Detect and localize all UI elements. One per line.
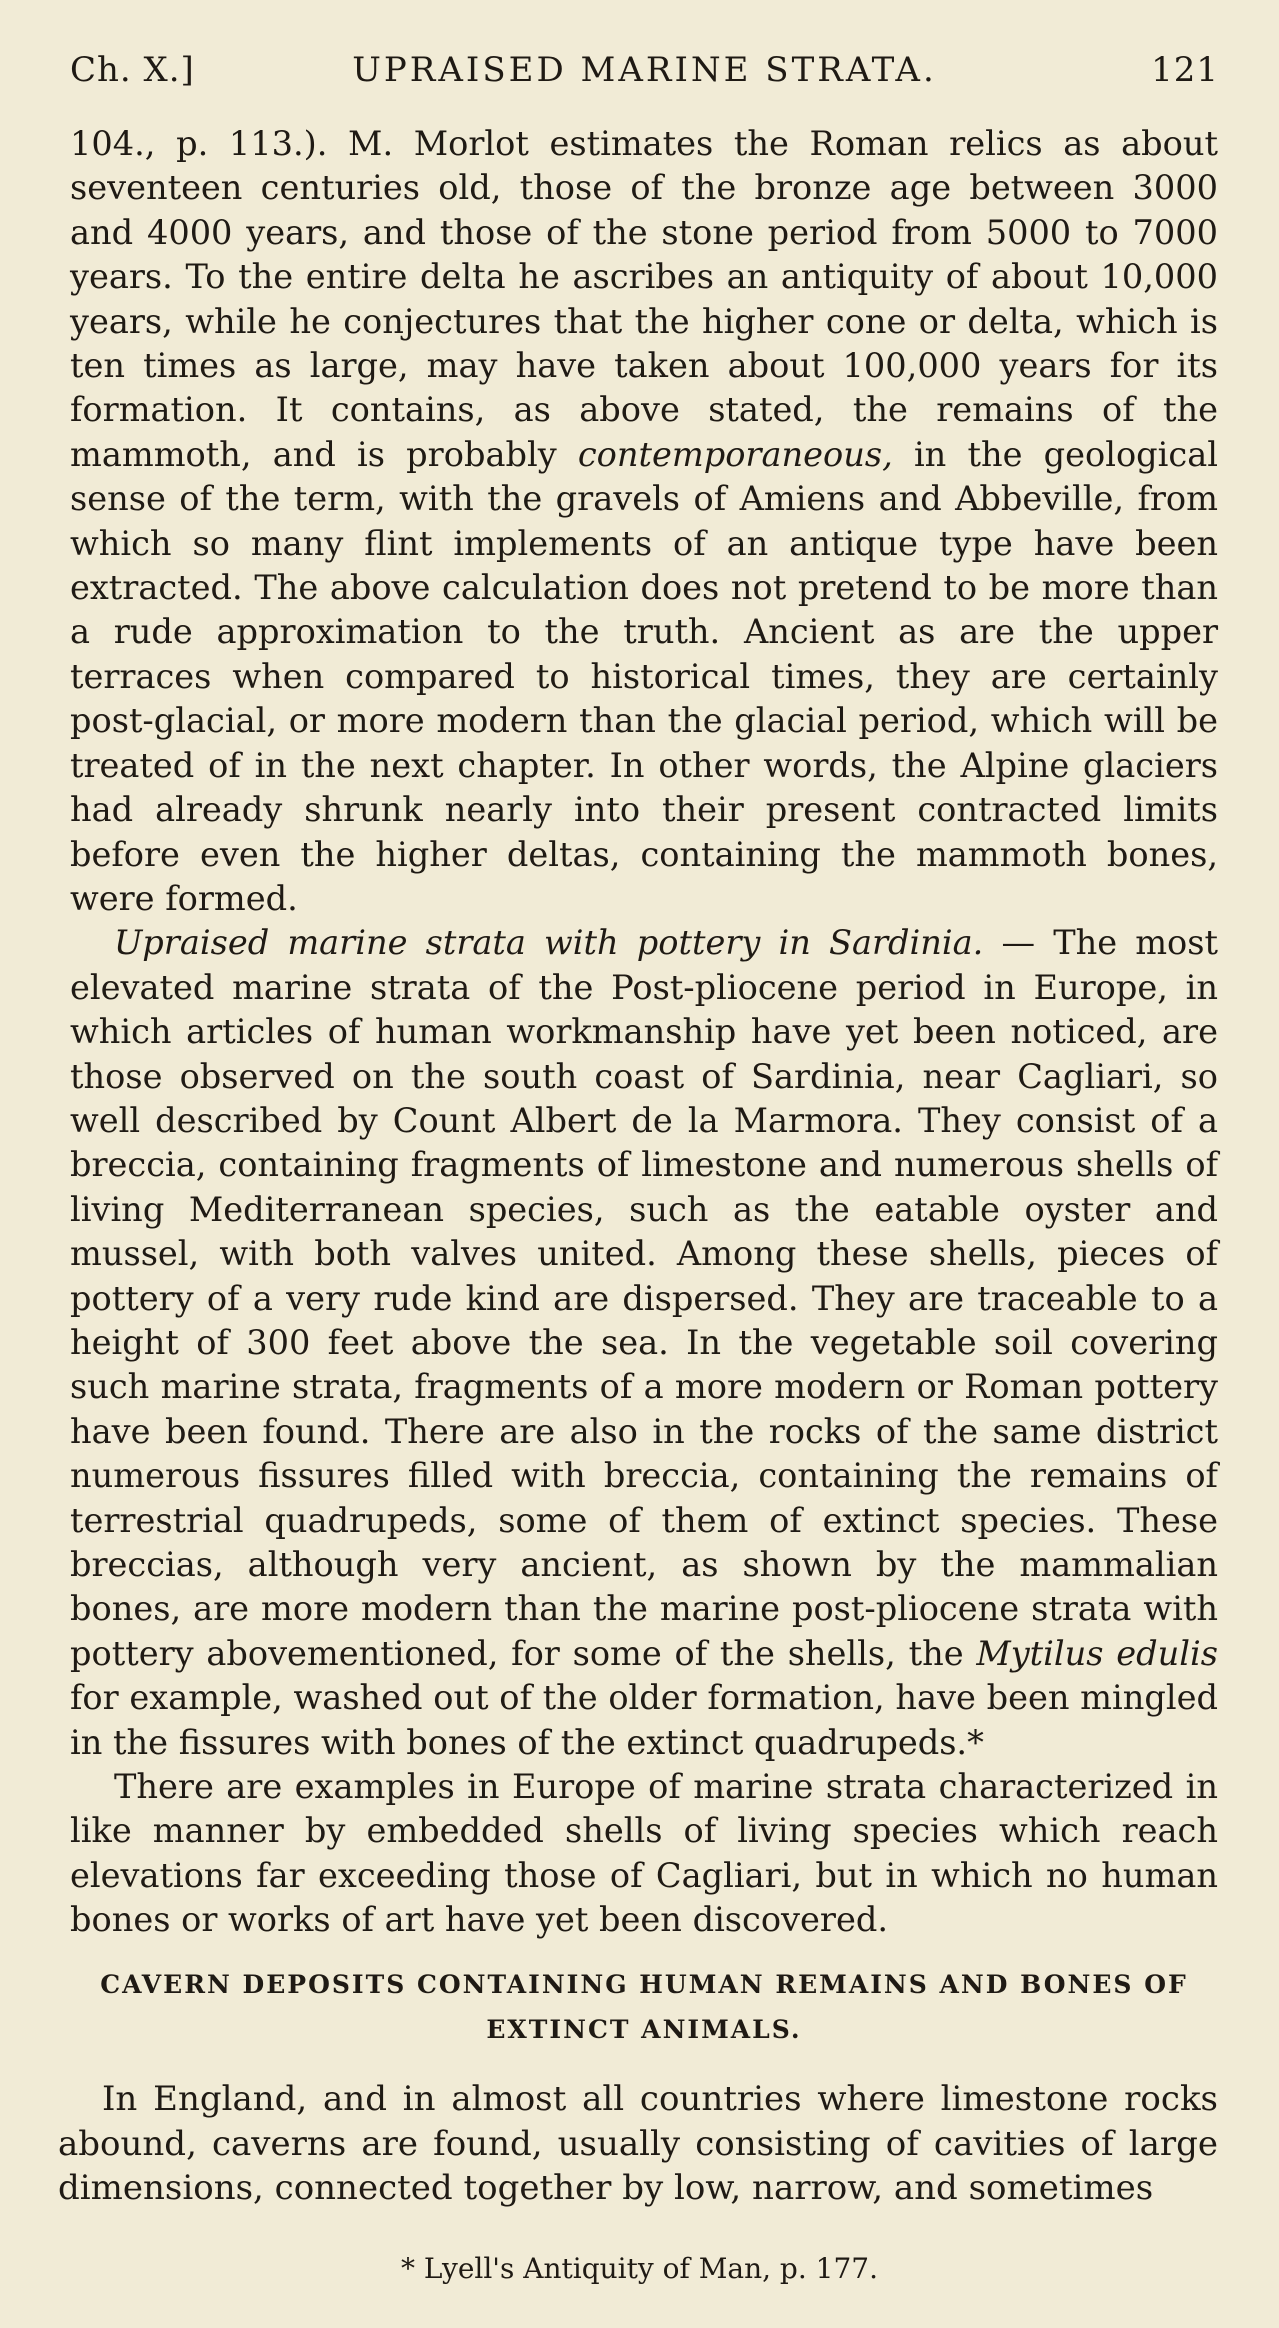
paragraph-3: There are examples in Europe of marine strata characterized in like manner by embedded shells of living species which reach elevations far exceeding those of Cagliari, but in which no human bones or works of art have yet been discovered. [70, 1767, 1218, 1940]
footnote: * Lyell's Antiquity of Man, p. 177. [401, 2252, 878, 2285]
section-text [58, 2077, 1218, 2211]
paragraph-4: In England, and in almost all countries where limestone rocks abound, caverns are found, usually consisting of cavities of large dimensions, connected together by low, narrow, and sometimes [58, 2079, 1218, 2208]
running-header [70, 50, 1219, 100]
running-title: UPRAISED MARINE STRATA. [352, 50, 937, 90]
paragraph-heading: Upraised marine strata with pottery in Sardinia. [114, 923, 984, 963]
paragraph-1: 104., p. 113.). M. Morlot estimates the Roman relics as about seventeen centuries old, those of the bronze age between 3000 and 4000 years, and those of the stone period from 5000 to 7000 years. To the entire delta he ascribes an antiquity of about 10,000 years, while he conjectures that the higher cone or delta, which is ten times as large, may have taken about 100,000 years for its formation. It contains, as above stated, the remains of the mammoth, and is probably contemporaneous, in the geological sense of the term, with the gravels of Amiens and Abbeville, from which so many flint implements of an antique type have been extracted. The above calculation does not pretend to be more than a rude approximation to the truth. Ancient as are the upper terraces when compared to historical times, they are certainly post-glacial, or more modern than the glacial period, which will be treated of in the next chapter. In other words, the Alpine glaciers had already shrunk nearly into their present contracted limits before even the higher deltas, containing the mammoth bones, were formed. [70, 124, 1218, 918]
page-number: 121 [1151, 50, 1219, 90]
chapter-label: Ch. X.] [70, 50, 195, 90]
italic-term: contemporaneous, [577, 434, 893, 474]
main-text [70, 122, 1218, 1943]
species-name: Mytilus edulis [976, 1633, 1218, 1673]
section-heading: CAVERN DEPOSITS CONTAINING HUMAN REMAINS AND BONES OF EXTINCT ANIMALS. [100, 1970, 1188, 2044]
paragraph-2: Upraised marine strata with pottery in Sardinia. — The most elevated marine strata of the Post-pliocene period in Europe, in which articles of human workmanship have yet been noticed, are those observed on the south coast of Sardinia, near Cagliari, so well described by Count Albert de la Marmora. They consist of a breccia, containing fragments of limestone and numerous shells of living Mediterranean species, such as the eatable oyster and mussel, with both valves united. Among these shells, pieces of pottery of a very rude kind are dispersed. They are traceable to a height of 300 feet above the sea. In the vegetable soil covering such marine strata, fragments of a more modern or Roman pottery have been found. There are also in the rocks of the same district numerous fissures filled with breccia, containing the remains of terrestrial quadrupeds, some of them of extinct species. These breccias, although very ancient, as shown by the mammalian bones, are more modern than the marine post-pliocene strata with pottery abovementioned, for some of the shells, the Mytilus edulis for example, washed out of the older formation, have been mingled in the fissures with bones of the extinct quadrupeds.* [70, 923, 1218, 1762]
